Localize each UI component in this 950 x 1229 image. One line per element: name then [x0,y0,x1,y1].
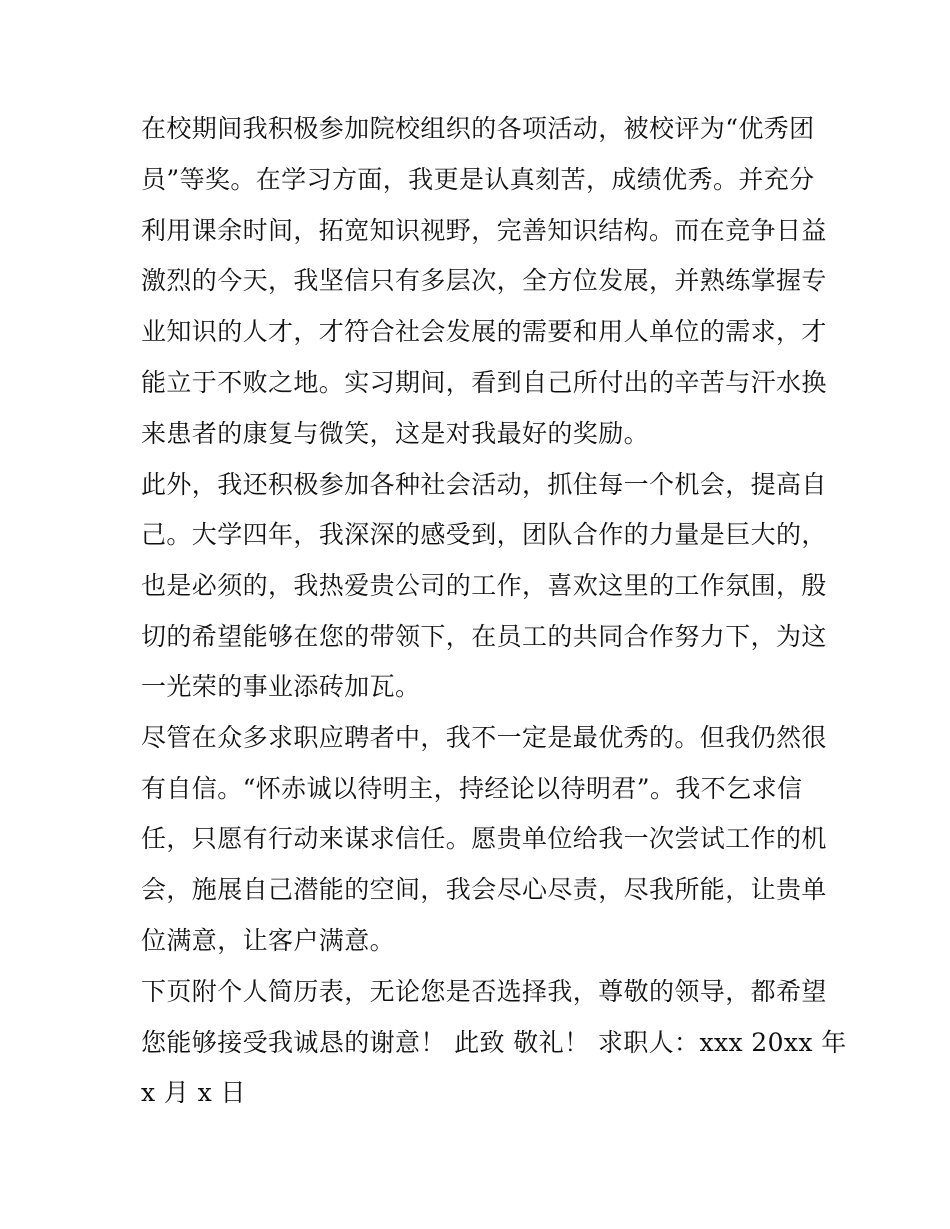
paragraph-1-line-6: 能立于不败之地。实习期间，看到自己所付出的辛苦与汗水换 [141,368,827,397]
paragraph-3-line-1: 尽管在众多求职应聘者中，我不一定是最优秀的。但我仍然很 [141,723,827,752]
paragraph-1-line-7: 来患者的康复与微笑，这是对我最好的奖励。 [141,419,650,448]
paragraph-1-line-1: 在校期间我积极参加院校组织的各项活动，被校评为“优秀团 [141,114,815,143]
paragraph-4-line-2: 您能够接受我诚恳的谢意！ 此致 敬礼！ 求职人：xxx 20xx 年 [141,1028,847,1057]
paragraph-3-line-4: 会，施展自己潜能的空间，我会尽心尽责，尽我所能，让贵单 [141,875,827,904]
paragraph-4-line-3: x 月 x 日 [141,1078,246,1107]
paragraph-2-line-5: 一光荣的事业添砖加瓦。 [141,672,421,701]
paragraph-3-line-3: 任，只愿有行动来谋求信任。愿贵单位给我一次尝试工作的机 [141,824,827,853]
paragraph-3-line-2: 有自信。“怀赤诚以待明主，持经论以待明君”。我不乞求信 [141,774,803,803]
paragraph-2-line-4: 切的希望能够在您的带领下，在员工的共同合作努力下，为这 [141,622,827,651]
paragraph-2-line-1: 此外，我还积极参加各种社会活动，抓住每一个机会，提高自 [141,470,827,499]
paragraph-1-line-5: 业知识的人才，才符合社会发展的需要和用人单位的需求，才 [141,317,827,346]
paragraph-1-line-3: 利用课余时间，拓宽知识视野，完善知识结构。而在竞争日益 [141,216,827,245]
paragraph-2-line-3: 也是必须的，我热爱贵公司的工作，喜欢这里的工作氛围，殷 [141,571,827,600]
paragraph-4-line-1: 下页附个人简历表，无论您是否选择我，尊敬的领导，都希望 [141,977,827,1006]
paragraph-1-line-4: 激烈的今天，我坚信只有多层次，全方位发展，并熟练掌握专 [141,266,827,295]
paragraph-3-line-5: 位满意，让客户满意。 [141,926,396,955]
paragraph-1-line-2: 员”等奖。在学习方面，我更是认真刻苦，成绩优秀。并充分 [141,165,815,194]
paragraph-2-line-2: 己。大学四年，我深深的感受到，团队合作的力量是巨大的， [141,520,827,549]
